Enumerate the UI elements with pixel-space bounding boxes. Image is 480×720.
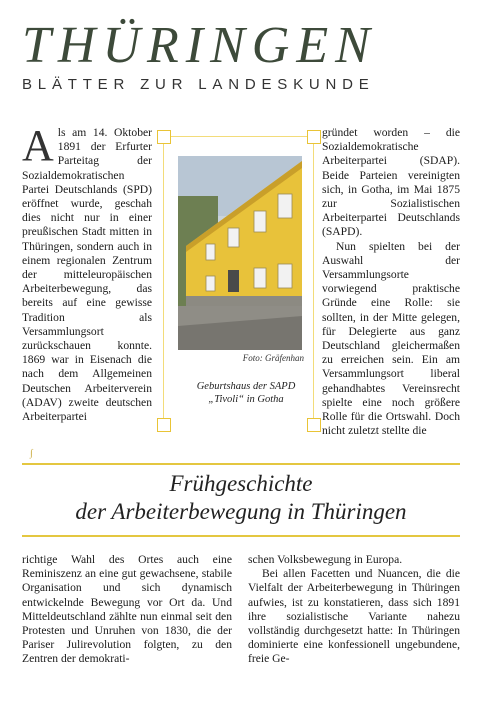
intro-left-text: ls am 14. Oktober 1891 der Erfurter Parteitag der Sozialdemokratischen Partei Deutschlands (SPD) eröffnet wurde, geschah dies nicht nur in einer preußischen Stadt mitten in Thüringen, sondern auch in einem regionalen Zentrum der mitteleuropäischen Arbeiterbewegung, das bereits auf eine gewisse Tradition als Versammlungsort zurückschauen konnte. 1869 war in Eisenach die nach dem Allgemeinen Deutschen Arbeiterverein (ADAV) zweite deutschen Arbeiterpartei	[22, 126, 152, 424]
section-headline	[22, 470, 460, 526]
magazine-subtitle: BLÄTTER ZUR LANDESKUNDE	[22, 76, 375, 93]
building-photo	[178, 156, 302, 350]
ornament-mark: ∫	[30, 448, 33, 459]
intro-column-right	[322, 126, 460, 438]
headline-rule-bottom	[22, 535, 460, 537]
tivoli-building-illustration	[178, 156, 302, 350]
body-right-text-2: Bei allen Facetten und Nuancen, die die Vielfalt der Arbeiterbewegung in Thüringen aufwies, ist zu konstatieren, dass sich 1891 ihre sozialistische Variante nahezu vollständig durchgesetzt hatte: In Thüringen dominierte eine konfessionell ungebundene, freie Ge-	[248, 567, 460, 666]
intro-right-text-2: Nun spielten bei der Auswahl der Versammlungsorte vorwiegend praktische Gründe eine Rolle: sie sollten, in der Mitte gelegen, für Delegierte aus ganz Deutschland gleichermaßen zu erreichen sein. Ein am Versammlungsort liberal gehandhabtes Vereinsrecht spielte eine noch größere Rolle für die Ortswahl. Doch nicht zuletzt stellte die	[322, 239, 460, 438]
frame-corner-top-right	[307, 130, 321, 144]
drop-cap: A	[22, 121, 54, 170]
frame-corner-bottom-right	[307, 418, 321, 432]
masthead	[22, 18, 462, 93]
photo-credit: Foto: Gräfenhan	[242, 353, 304, 363]
photo-caption-line-2: „Tivoli“ in Gotha	[208, 394, 284, 405]
photo-caption-line-1: Geburtshaus der SAPD	[196, 381, 296, 392]
body-column-right	[248, 553, 460, 667]
headline-rule-top	[22, 463, 460, 465]
magazine-title: THÜRINGEN	[22, 17, 377, 74]
frame-corner-bottom-left	[157, 418, 171, 432]
intro-column-left	[22, 121, 152, 424]
frame-corner-top-left	[157, 130, 171, 144]
body-right-text-1: schen Volksbewegung in Europa.	[248, 553, 403, 566]
headline-line-2: der Arbeiterbewegung in Thüringen	[75, 499, 407, 524]
photo-caption	[176, 380, 316, 406]
intro-right-text-1: gründet worden – die Sozialdemokratische Arbeiterpartei (SDAP). Beide Parteien vereinigten sich, in Gotha, im Mai 1875 zur Sozialistischen Arbeiterpartei Deutschlands (SAPD).	[322, 126, 460, 239]
body-column-left	[22, 553, 232, 667]
body-left-text: richtige Wahl des Ortes auch eine Reminiszenz an eine gut gewachsene, stabile Organisation und sich dynamisch entwickelnde Bewegung vor Ort da. Und Mitteldeutschland zählte nun einmal seit den Protesten und Unruhen von 1830, die der Pariser Julirevolution folgten, zu den Zentren der demokrati-	[22, 553, 232, 666]
headline-line-1: Frühgeschichte	[169, 471, 313, 496]
